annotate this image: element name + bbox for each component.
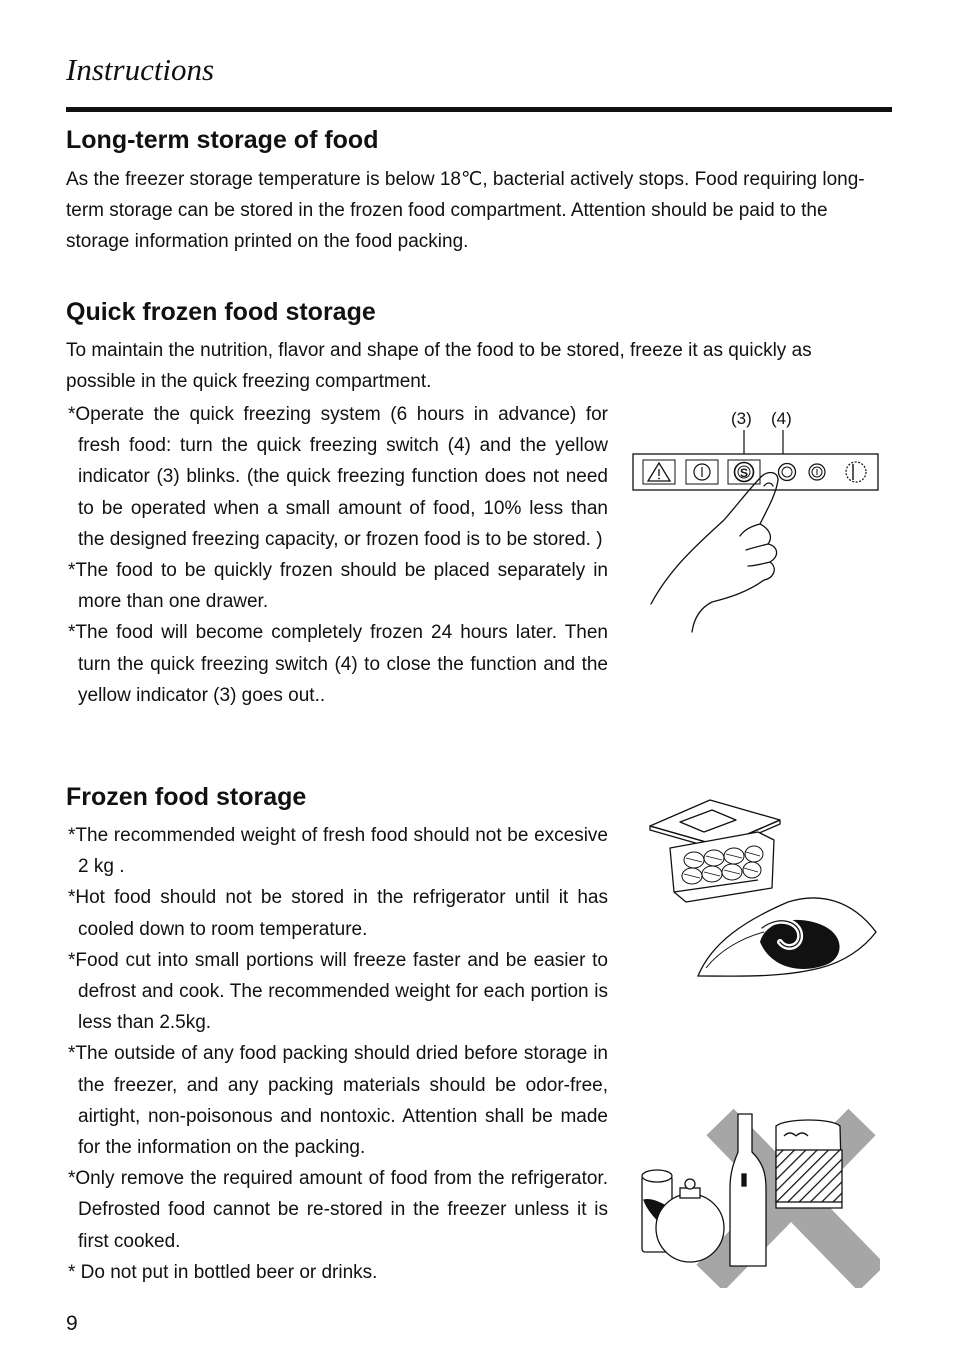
section-heading-frozen-food-storage: Frozen food storage <box>66 783 307 811</box>
quick-frozen-instructions-list <box>66 399 608 711</box>
list-item: *Operate the quick freezing system (6 hours in advance) for fresh food: turn the quick freezing switch (4) and the yellow indicator (3) blinks. (the quick freezing function does not need to be operated when a small amount of food, 10% less than the designed freezing capacity, or frozen food is to be stored. ) <box>68 404 608 550</box>
list-item: *Only remove the required amount of food from the refrigerator. Defrosted food cannot be re-stored in the freezer unless it is first cooked. <box>68 1168 608 1252</box>
long-term-storage-paragraph: As the freezer storage temperature is below 18℃, bacterial actively stops. Food requiring long-term storage can be stored in the frozen food compartment. Attention should be paid to the storage information printed on the food packing. <box>66 169 865 252</box>
frozen-food-instructions-list <box>66 820 608 1288</box>
quick-frozen-intro-paragraph: To maintain the nutrition, flavor and shape of the food to be stored, freeze it as quickly as possible in the quick freezing compartment. <box>66 340 812 392</box>
page-header-title: Instructions <box>66 52 215 87</box>
list-item: *The outside of any food packing should dried before storage in the freezer, and any packing materials should be odor-free, airtight, non-poisonous and nontoxic. Attention shall be made for the information on the packing. <box>68 1043 608 1159</box>
list-item: *Hot food should not be stored in the refrigerator until it has cooled down to room temperature. <box>68 887 608 940</box>
switch-number-label: (4) <box>771 409 792 428</box>
food-container-illustration <box>640 792 884 988</box>
page-number: 9 <box>66 1312 78 1335</box>
no-bottled-drinks-illustration <box>636 1104 880 1288</box>
list-item: *The food to be quickly frozen should be placed separately in more than one drawer. <box>68 560 608 613</box>
control-panel-hand-illustration <box>628 400 884 636</box>
list-item: * Do not put in bottled beer or drinks. <box>68 1261 378 1283</box>
list-item: *The food will become completely frozen 24 hours later. Then turn the quick freezing switch (4) to close the function and the yellow indicator (3) goes out.. <box>68 622 608 706</box>
list-item: *Food cut into small portions will freeze faster and be easier to defrost and cook. The recommended weight for each portion is less than 2.5kg. <box>68 949 608 1034</box>
section-heading-long-term-storage: Long-term storage of food <box>66 126 379 154</box>
header-divider <box>66 107 892 112</box>
drink-jar <box>776 1120 842 1208</box>
indicator-number-label: (3) <box>731 409 752 428</box>
wrapped-meat-illustration <box>698 898 876 976</box>
section-heading-quick-frozen-storage: Quick frozen food storage <box>66 298 376 326</box>
list-item: *The recommended weight of fresh food should not be excesive 2 kg . <box>68 825 608 878</box>
indicator-letter: S <box>740 466 749 480</box>
pointing-hand-illustration <box>651 473 778 632</box>
